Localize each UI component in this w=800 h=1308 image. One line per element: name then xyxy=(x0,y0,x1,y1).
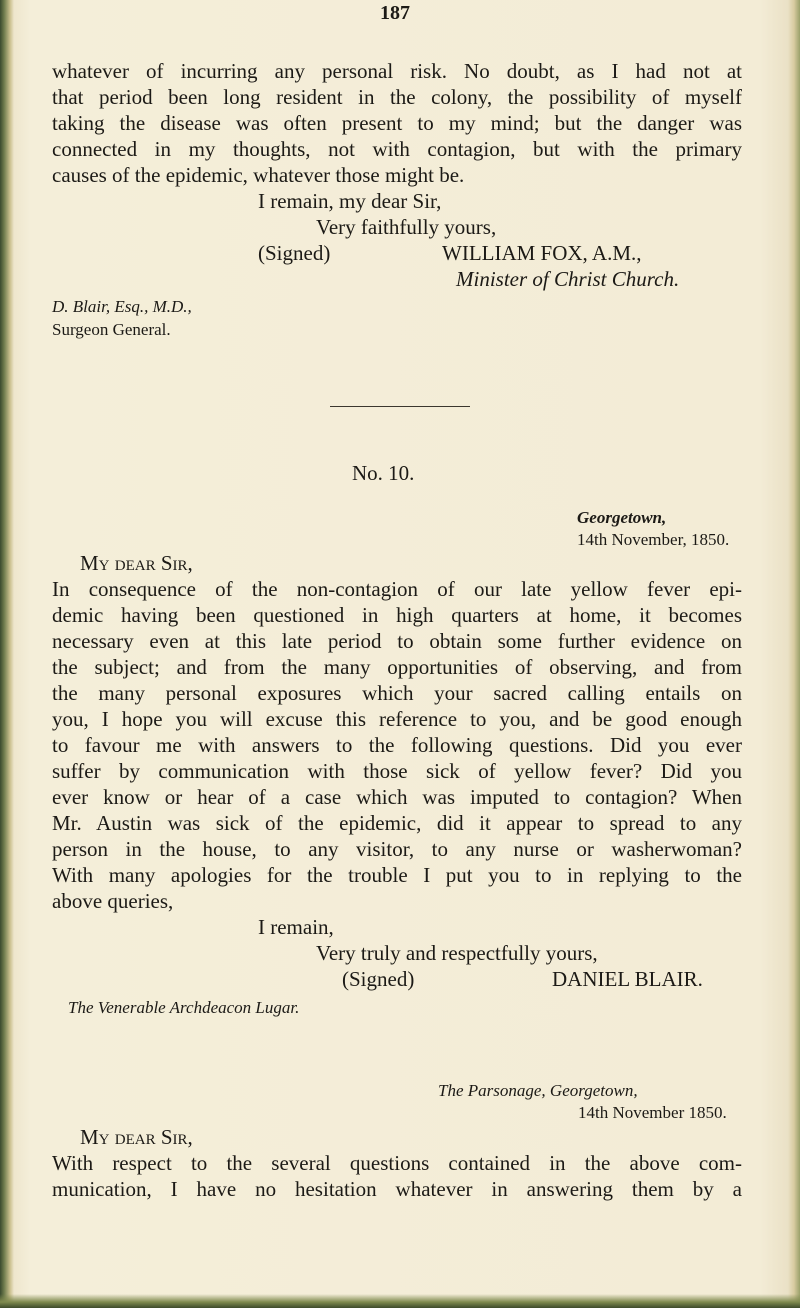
letter1-signed-label: (Signed) xyxy=(258,241,331,265)
letter2-line-6: you, I hope you will excuse this reference to you, and be good enough xyxy=(52,707,742,731)
letter1-signer-title: Minister of Christ Church. xyxy=(456,267,680,291)
page-bottom-edge xyxy=(0,1294,800,1308)
letter2-number: No. 10. xyxy=(352,461,415,485)
letter2-date: 14th November, 1850. xyxy=(577,530,730,549)
letter2-line-7: to favour me with answers to the following questions. Did you ever xyxy=(52,733,742,757)
letter1-signer: WILLIAM FOX, A.M., xyxy=(442,241,642,265)
letter2-signed-label: (Signed) xyxy=(342,967,415,991)
letter2-line-13: above queries, xyxy=(52,889,174,913)
letter1-addressee-title: Surgeon General. xyxy=(52,320,171,339)
page-right-edge xyxy=(788,0,800,1308)
letter2-closing: I remain, xyxy=(258,915,334,939)
letter2-line-8: suffer by communication with those sick of yellow fever? Did you xyxy=(52,759,742,783)
letter2-line-12: With many apologies for the trouble I put you to in replying to the xyxy=(52,863,742,887)
letter1-line-1: whatever of incurring any personal risk. No doubt, as I had not at xyxy=(52,59,742,83)
letter2-valediction: Very truly and respectfully yours, xyxy=(316,941,598,965)
book-spine-edge xyxy=(0,0,14,1308)
letter2-addressee: The Venerable Archdeacon Lugar. xyxy=(68,998,300,1017)
letter2-line-9: ever know or hear of a case which was imputed to contagion? When xyxy=(52,785,742,809)
letter2-line-2: demic having been questioned in high quarters at home, it becomes xyxy=(52,603,742,627)
letter1-closing: I remain, my dear Sir, xyxy=(258,189,442,213)
letter2-salutation: My dear Sir, xyxy=(80,551,193,575)
letter3-line-2: munication, I have no hesitation whatever in answering them by a xyxy=(52,1177,742,1201)
letter1-line-3: taking the disease was often present to my mind; but the danger was xyxy=(52,111,742,135)
letter1-line-5: causes of the epidemic, whatever those might be. xyxy=(52,163,465,187)
letter1-line-4: connected in my thoughts, not with contagion, but with the primary xyxy=(52,137,742,161)
letter2-line-10: Mr. Austin was sick of the epidemic, did it appear to spread to any xyxy=(52,811,742,835)
letter2-line-4: the subject; and from the many opportunities of observing, and from xyxy=(52,655,742,679)
letter2-line-5: the many personal exposures which your sacred calling entails on xyxy=(52,681,742,705)
letter3-place: The Parsonage, Georgetown, xyxy=(438,1081,638,1100)
letter2-line-1: In consequence of the non-contagion of our late yellow fever epi- xyxy=(52,577,742,601)
letter2-place: Georgetown, xyxy=(577,508,667,527)
letter2-signer: DANIEL BLAIR. xyxy=(552,967,703,991)
letter3-line-1: With respect to the several questions contained in the above com- xyxy=(52,1151,742,1175)
letter1-line-2: that period been long resident in the colony, the possibility of myself xyxy=(52,85,742,109)
letter2-line-11: person in the house, to any visitor, to any nurse or washerwoman? xyxy=(52,837,742,861)
letter2-line-3: necessary even at this late period to obtain some further evidence on xyxy=(52,629,742,653)
section-divider xyxy=(330,406,470,407)
page-number: 187 xyxy=(380,2,410,24)
letter1-valediction: Very faithfully yours, xyxy=(316,215,497,239)
letter3-salutation: My dear Sir, xyxy=(80,1125,193,1149)
letter3-date: 14th November 1850. xyxy=(578,1103,727,1122)
letter1-addressee-name: D. Blair, Esq., M.D., xyxy=(52,297,192,316)
